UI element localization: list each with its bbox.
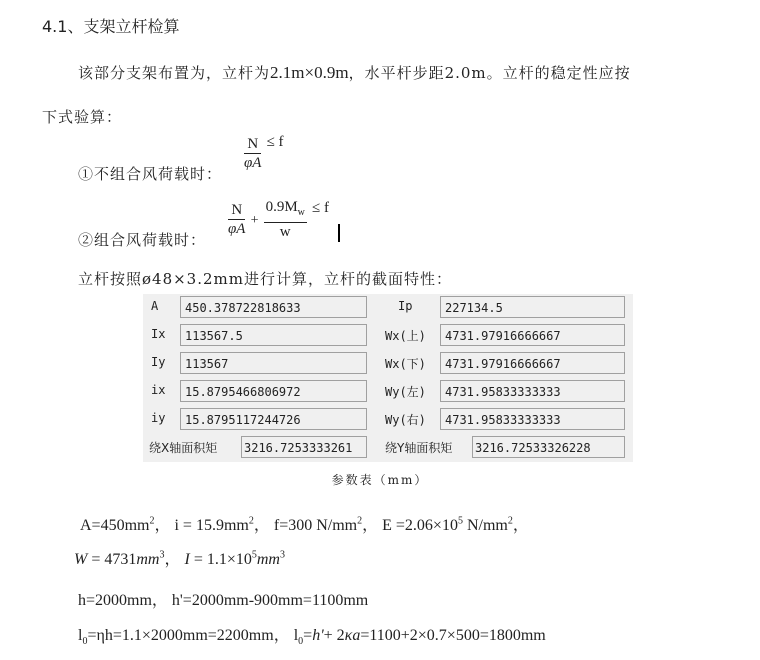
param-row-Ip: Ip 227134.5 <box>383 296 633 320</box>
text-cursor <box>338 224 340 242</box>
results-line-1: $A=450mm^2$， $i = 15.9mm^2$， f=300 $N/mm^2$， $E =2.06\times 10^5$ $N/mm^2$， <box>80 515 529 534</box>
param-row-iy: iy 15.8795117244726 <box>143 408 383 432</box>
section-properties-intro: 立杆按照ø48×3.2mm进行计算，立杆的截面特性： <box>78 270 452 288</box>
param-field-Ix[interactable]: 113567.5 <box>180 324 367 346</box>
param-field-Wy-right[interactable]: 4731.95833333333 <box>440 408 625 430</box>
results-line-2: $W = 4731mm^3$， $I = 1.1\times 10^5mm^3$ <box>74 549 285 568</box>
param-row-Wy-right: Wy(右) 4731.95833333333 <box>383 408 633 432</box>
fraction-n-over-phia: $\frac{N}{\varphi A}$ <box>244 136 262 171</box>
results-line-3: h=2000mm， h'=2000mm-900mm=1100mm <box>78 592 369 609</box>
param-row-Wx-bottom: Wx(下) 4731.97916666667 <box>383 352 633 376</box>
results-line-4: $l_0=\eta h=1.1\times 2000mm=2200mm$， $l_0=h'+ 2\kappa a=1100+2\times 0.7\times 500=1800mm$ <box>78 627 546 648</box>
param-row-Wx-top: Wx(上) 4731.97916666667 <box>383 324 633 348</box>
intro-suffix: ，水平杆步距2.0m。立杆的稳定性应按 <box>348 64 631 82</box>
param-row-A: A 450.378722818633 <box>143 296 383 320</box>
case2-formula: $\frac{N}{\varphi A}$ + $\frac{0.9M_w}{w}$ ≤ f <box>228 198 340 242</box>
param-row-ix: ix 15.8795466806972 <box>143 380 383 404</box>
param-row-Ix: Ix 113567.5 <box>143 324 383 348</box>
case1-formula: $\frac{N}{\varphi A}$ ≤ f <box>244 134 284 171</box>
param-field-Wx-bottom[interactable]: 4731.97916666667 <box>440 352 625 374</box>
param-field-ix[interactable]: 15.8795466806972 <box>180 380 367 402</box>
table-caption: 参数表（mm） <box>331 473 429 487</box>
parameter-panel <box>143 294 633 462</box>
intro-dimensions: 2.1m×0.9m <box>270 63 349 82</box>
intro-line-2: 下式验算： <box>42 108 123 126</box>
param-field-Wx-top[interactable]: 4731.97916666667 <box>440 324 625 346</box>
param-row-y-area-moment: 绕Y轴面积矩 3216.72533326228 <box>383 436 633 460</box>
param-row-Wy-left: Wy(左) 4731.95833333333 <box>383 380 633 404</box>
intro-prefix: 该部分支架布置为，立杆为 <box>78 64 271 82</box>
case2-label: ②组合风荷载时： <box>78 231 207 249</box>
param-field-Ip[interactable]: 227134.5 <box>440 296 625 318</box>
param-field-x-area-moment[interactable]: 3216.7253333261 <box>241 436 367 458</box>
param-row-x-area-moment: 绕X轴面积矩 3216.7253333261 <box>143 436 383 460</box>
param-field-Iy[interactable]: 113567 <box>180 352 367 374</box>
param-field-A[interactable]: 450.378722818633 <box>180 296 367 318</box>
param-row-Iy: Iy 113567 <box>143 352 383 376</box>
param-field-Wy-left[interactable]: 4731.95833333333 <box>440 380 625 402</box>
intro-line-1 <box>78 62 631 83</box>
case1-label: ①不组合风荷载时： <box>78 165 223 183</box>
param-field-y-area-moment[interactable]: 3216.72533326228 <box>472 436 625 458</box>
param-field-iy[interactable]: 15.8795117244726 <box>180 408 367 430</box>
section-heading: 4.1、支架立杆检算 <box>42 17 180 36</box>
